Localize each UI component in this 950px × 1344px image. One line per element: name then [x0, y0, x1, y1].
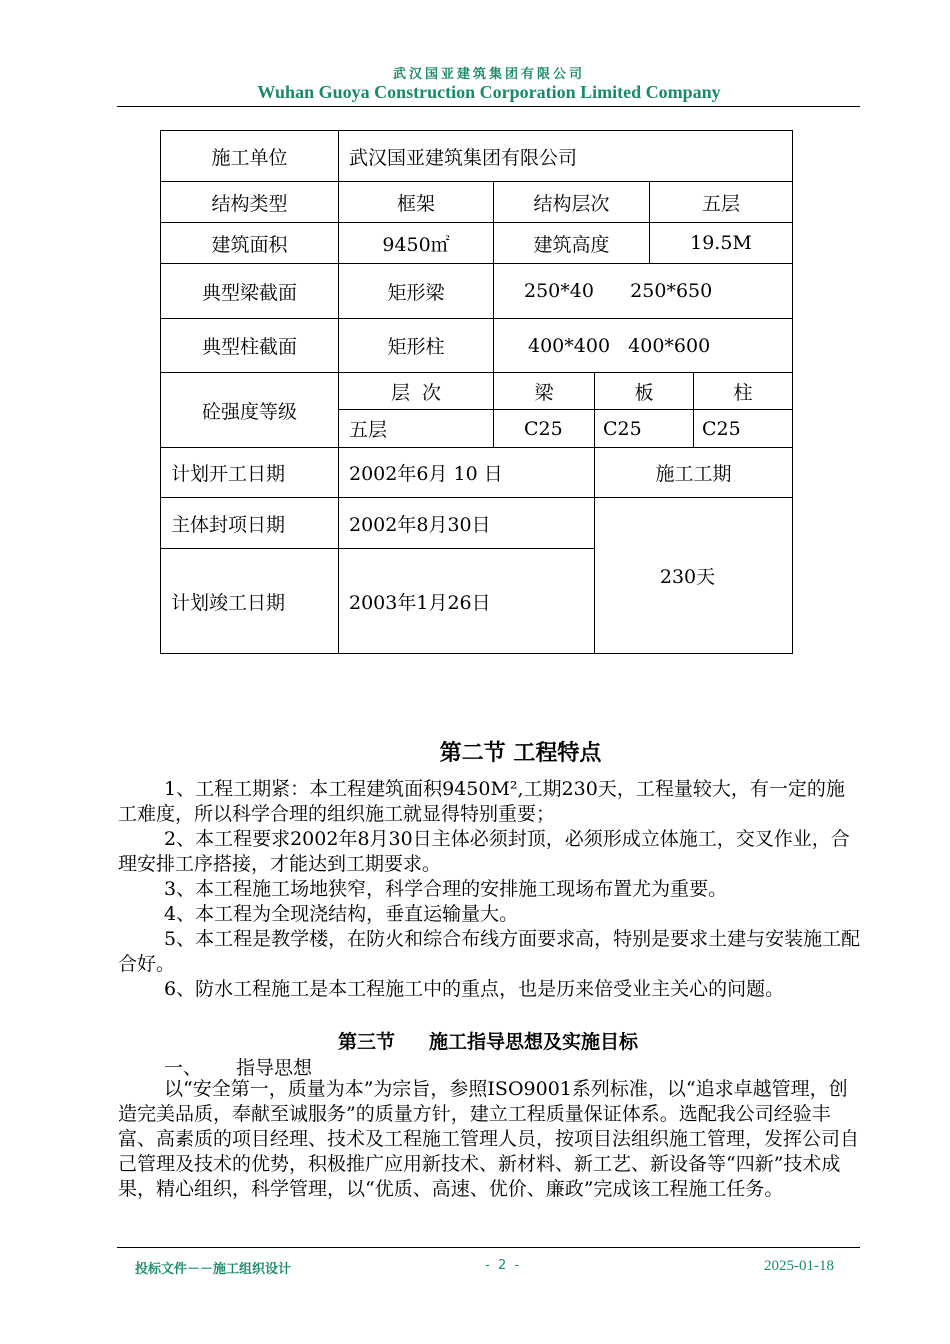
section2-title: 第二节 工程特点	[439, 740, 602, 766]
start-label: 计划开工日期	[161, 448, 339, 498]
section2-body	[118, 777, 863, 1002]
section3-heading	[338, 1027, 638, 1054]
floors-value: 五层	[650, 182, 793, 223]
structure-value: 框架	[339, 182, 494, 223]
concrete-slab: C25	[595, 410, 694, 448]
header-company-cn: 武汉国亚建筑集团有限公司	[392, 67, 585, 82]
footer-page-number: - 2 -	[485, 1258, 520, 1273]
topping-value: 2002年8月30日	[339, 498, 595, 549]
concrete-header-floor: 层 次	[339, 373, 494, 410]
section3-paragraph: 以“安全第一，质量为本”为宗旨，参照ISO9001系列标准，以“追求卓越管理，创造完美品质，奉献至诚服务”的质量方针，建立工程质量保证体系。选配我公司经验丰富、高素质的项目经理、技术及工程施工管理人员，按项目法组织施工管理，发挥公司自己管理及技术的优势，积极推广应用新技术、新材料、新工艺、新设备等“四新”技术成果，精心组织，科学管理，以“优质、高速、优价、廉政”完成该工程施工任务。	[118, 1078, 860, 1200]
structure-label: 结构类型	[161, 182, 339, 223]
section3-title: 施工指导思想及实施目标	[429, 1031, 639, 1053]
section2-point-5: 5、本工程是教学楼，在防火和综合布线方面要求高，特别是要求土建与安装施工配合好。	[118, 928, 861, 975]
unit-value: 武汉国亚建筑集团有限公司	[339, 131, 793, 182]
concrete-label: 砼强度等级	[161, 373, 339, 448]
beam-sizes: 250*40 250*650	[494, 264, 793, 319]
section2-point-6: 6、防水工程施工是本工程施工中的重点，也是历来倍受业主关心的问题。	[164, 978, 785, 1000]
header-divider	[117, 106, 860, 107]
concrete-header-column: 柱	[694, 373, 793, 410]
floors-label: 结构层次	[494, 182, 650, 223]
area-label: 建筑面积	[161, 223, 339, 264]
period-value: 230天	[595, 498, 793, 654]
column-sizes: 400*400 400*600	[494, 319, 793, 373]
footer-divider	[117, 1247, 860, 1248]
concrete-header-beam: 梁	[494, 373, 595, 410]
height-label: 建筑高度	[494, 223, 650, 264]
subsection-title: 指导思想	[236, 1057, 313, 1079]
section2-point-1: 1、工程工期紧：本工程建筑面积9450M²,工期230天，工程量较大，有一定的施工难度，所以科学合理的组织施工就显得特别重要；	[118, 778, 845, 825]
beam-type: 矩形梁	[339, 264, 494, 319]
page-footer	[0, 1258, 950, 1278]
finish-value: 2003年1月26日	[339, 549, 595, 654]
subsection-heading	[164, 1053, 312, 1080]
concrete-header-slab: 板	[595, 373, 694, 410]
footer-date: 2025-01-18	[764, 1258, 834, 1274]
section2-point-2: 2、本工程要求2002年8月30日主体必须封顶，必须形成立体施工，交叉作业，合理安排工序搭接，才能达到工期要求。	[118, 828, 850, 875]
subsection-number: 一、	[164, 1057, 203, 1079]
period-label: 施工工期	[595, 448, 793, 498]
header-company-en: Wuhan Guoya Construction Corporation Limited Company	[257, 82, 721, 102]
section3-body	[118, 1077, 863, 1202]
footer-doc-title: 投标文件－－施工组织设计	[135, 1262, 292, 1277]
start-value: 2002年6月 10 日	[339, 448, 595, 498]
concrete-column: C25	[694, 410, 793, 448]
concrete-beam: C25	[494, 410, 595, 448]
height-value: 19.5M	[650, 223, 793, 264]
unit-label: 施工单位	[161, 131, 339, 182]
section2-point-3: 3、本工程施工场地狭窄，科学合理的安排施工现场布置尤为重要。	[164, 878, 728, 900]
finish-label: 计划竣工日期	[161, 549, 339, 654]
section2-point-4: 4、本工程为全现浇结构，垂直运输量大。	[164, 903, 519, 925]
column-label: 典型柱截面	[161, 319, 339, 373]
area-value: 9450㎡	[339, 223, 494, 264]
concrete-floor: 五层	[339, 410, 494, 448]
section3-number: 第三节	[338, 1031, 396, 1053]
topping-label: 主体封项日期	[161, 498, 339, 549]
project-info-table	[160, 130, 793, 654]
column-type: 矩形柱	[339, 319, 494, 373]
beam-label: 典型梁截面	[161, 264, 339, 319]
